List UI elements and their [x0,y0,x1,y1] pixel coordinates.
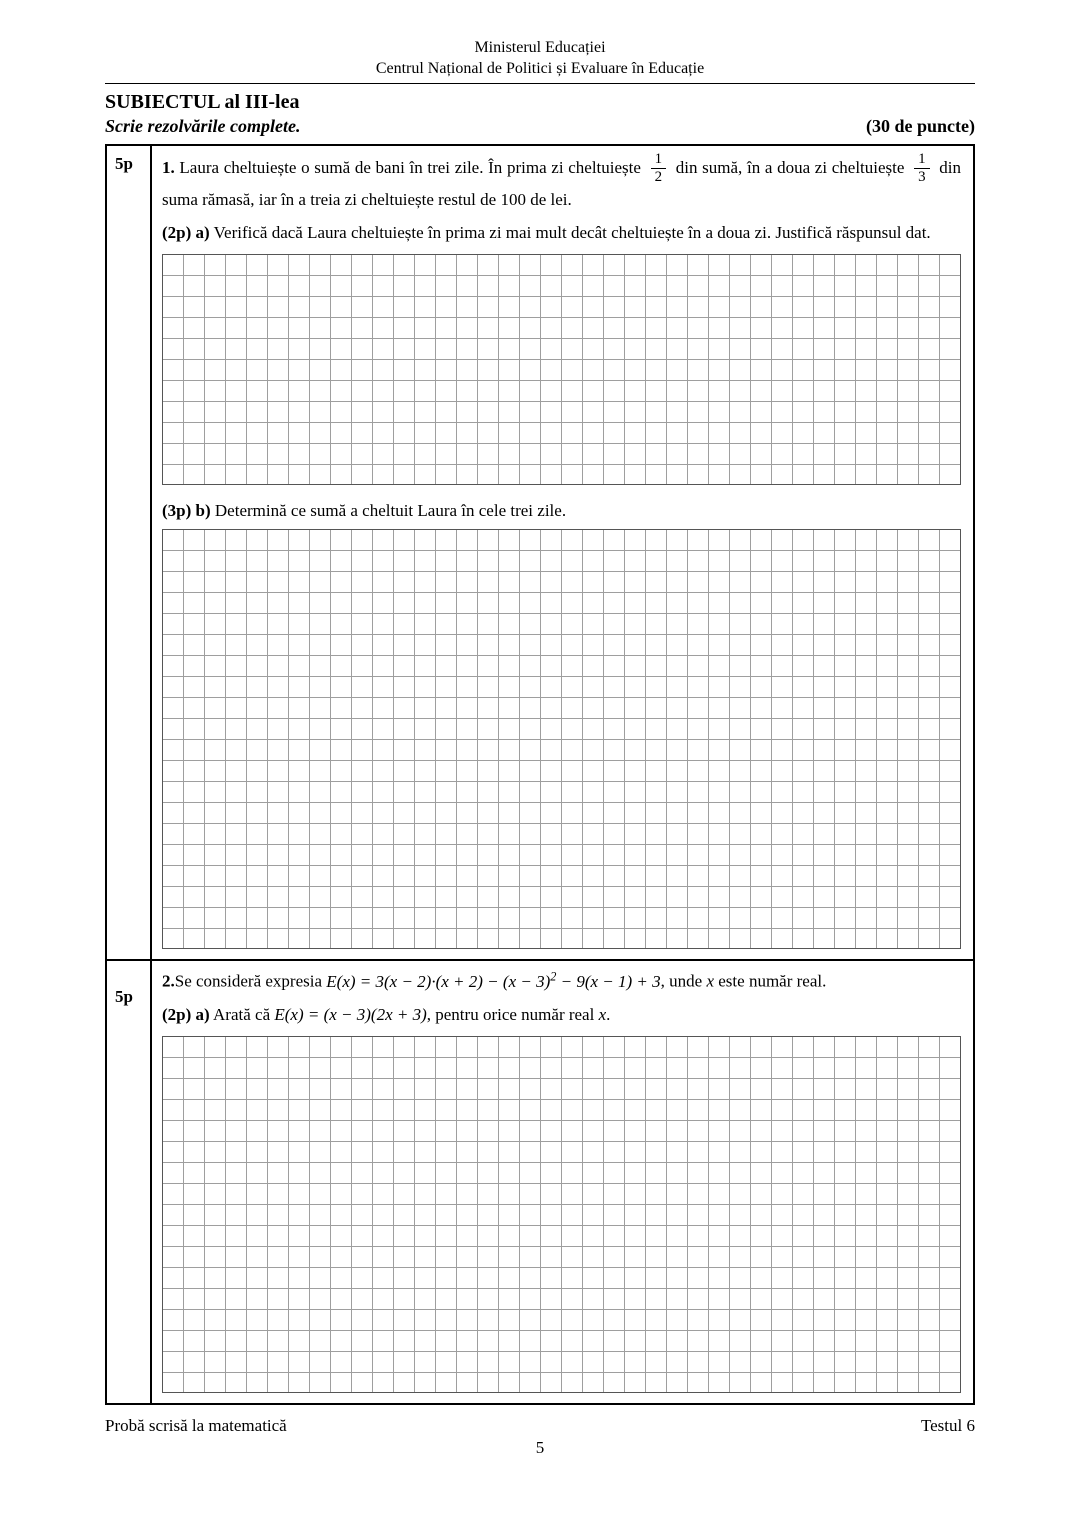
exponent-2: 2 [550,969,557,984]
section-subheader [105,116,975,137]
problem-2-text-2: , unde [660,972,703,992]
answer-grid-1a [162,254,961,485]
part-b-text: Determină ce sumă a cheltuit Laura în cele trei zile. [214,500,567,520]
answer-grid-2a [162,1036,961,1393]
part-b-label: (3p) b) [162,500,211,520]
problem-1-number: 1. [162,157,175,177]
fraction-one-half: $\frac{1}{2}$ [651,152,666,186]
page-header [105,38,975,84]
fraction-one-third: $\frac{1}{3}$ [914,152,929,186]
expression-e-of-x: $E(x) = 3(x - 2)\cdot(x + 2) - (x - 3)^2 - 9(x - 1) + 3$ [326,969,661,992]
problem-1-text-1: Laura cheltuiește o sumă de bani în trei zile. În prima zi cheltuiește [179,157,641,177]
problem-1-content [152,146,973,960]
problem-1-part-b [162,499,961,524]
problem-1-statement [162,152,961,214]
variable-x: x [706,972,715,992]
problem-1-points: 5p [107,146,152,960]
answer-grid-1b [162,529,961,949]
problem-2-content [152,961,973,1402]
problem-2-points: 5p [107,961,152,1402]
problem-1-text-2: din sumă, în a doua zi cheltuiește [675,157,905,177]
instruction-text: Scrie rezolvările complete. [105,115,301,136]
problem-1-part-a [162,221,961,246]
ministry-name: Ministerul Educației [474,39,606,56]
points-total: (30 de puncte) [866,115,975,136]
problem-1-row [107,146,973,960]
problem-2-row [107,959,973,1402]
problem-2-part-a-post: , pentru orice număr real [426,1005,595,1025]
section-title: SUBIECTUL al III-lea [105,90,300,113]
footer-right: Testul 6 [920,1415,975,1435]
problem-2-statement [162,967,961,995]
factored-expression: E(x) = (x − 3)(2x + 3) [274,1005,427,1025]
problem-2-text-1: Se consideră expresia [174,972,323,992]
footer-left: Probă scrisă la matematică [105,1415,287,1435]
problem-2-number: 2. [162,972,175,992]
problem-2-text-3: este număr real. [718,972,827,992]
problems-table [105,144,975,1405]
problem-2-part-a-pre: Arată că [213,1005,271,1025]
part-a-label: (2p) a) [162,223,210,243]
center-name: Centrul Național de Politici și Evaluare în Educație [375,59,705,77]
part-a-text: Verifică dacă Laura cheltuiește în prima zi mai mult decât cheltuiește în a doua zi. Justifică răspunsul dat. [213,223,931,243]
problem-2-part-a-label: (2p) a) [162,1005,210,1025]
page-footer [105,1416,975,1436]
variable-x-2: x [598,1005,607,1025]
problem-2-part-a-end: . [606,1005,611,1025]
page-number: 5 [535,1437,545,1457]
problem-2-part-a [162,1003,961,1028]
problem-1-text-3: din suma rămasă, iar în a treia zi cheltuiește restul de 100 de lei. [162,157,961,209]
